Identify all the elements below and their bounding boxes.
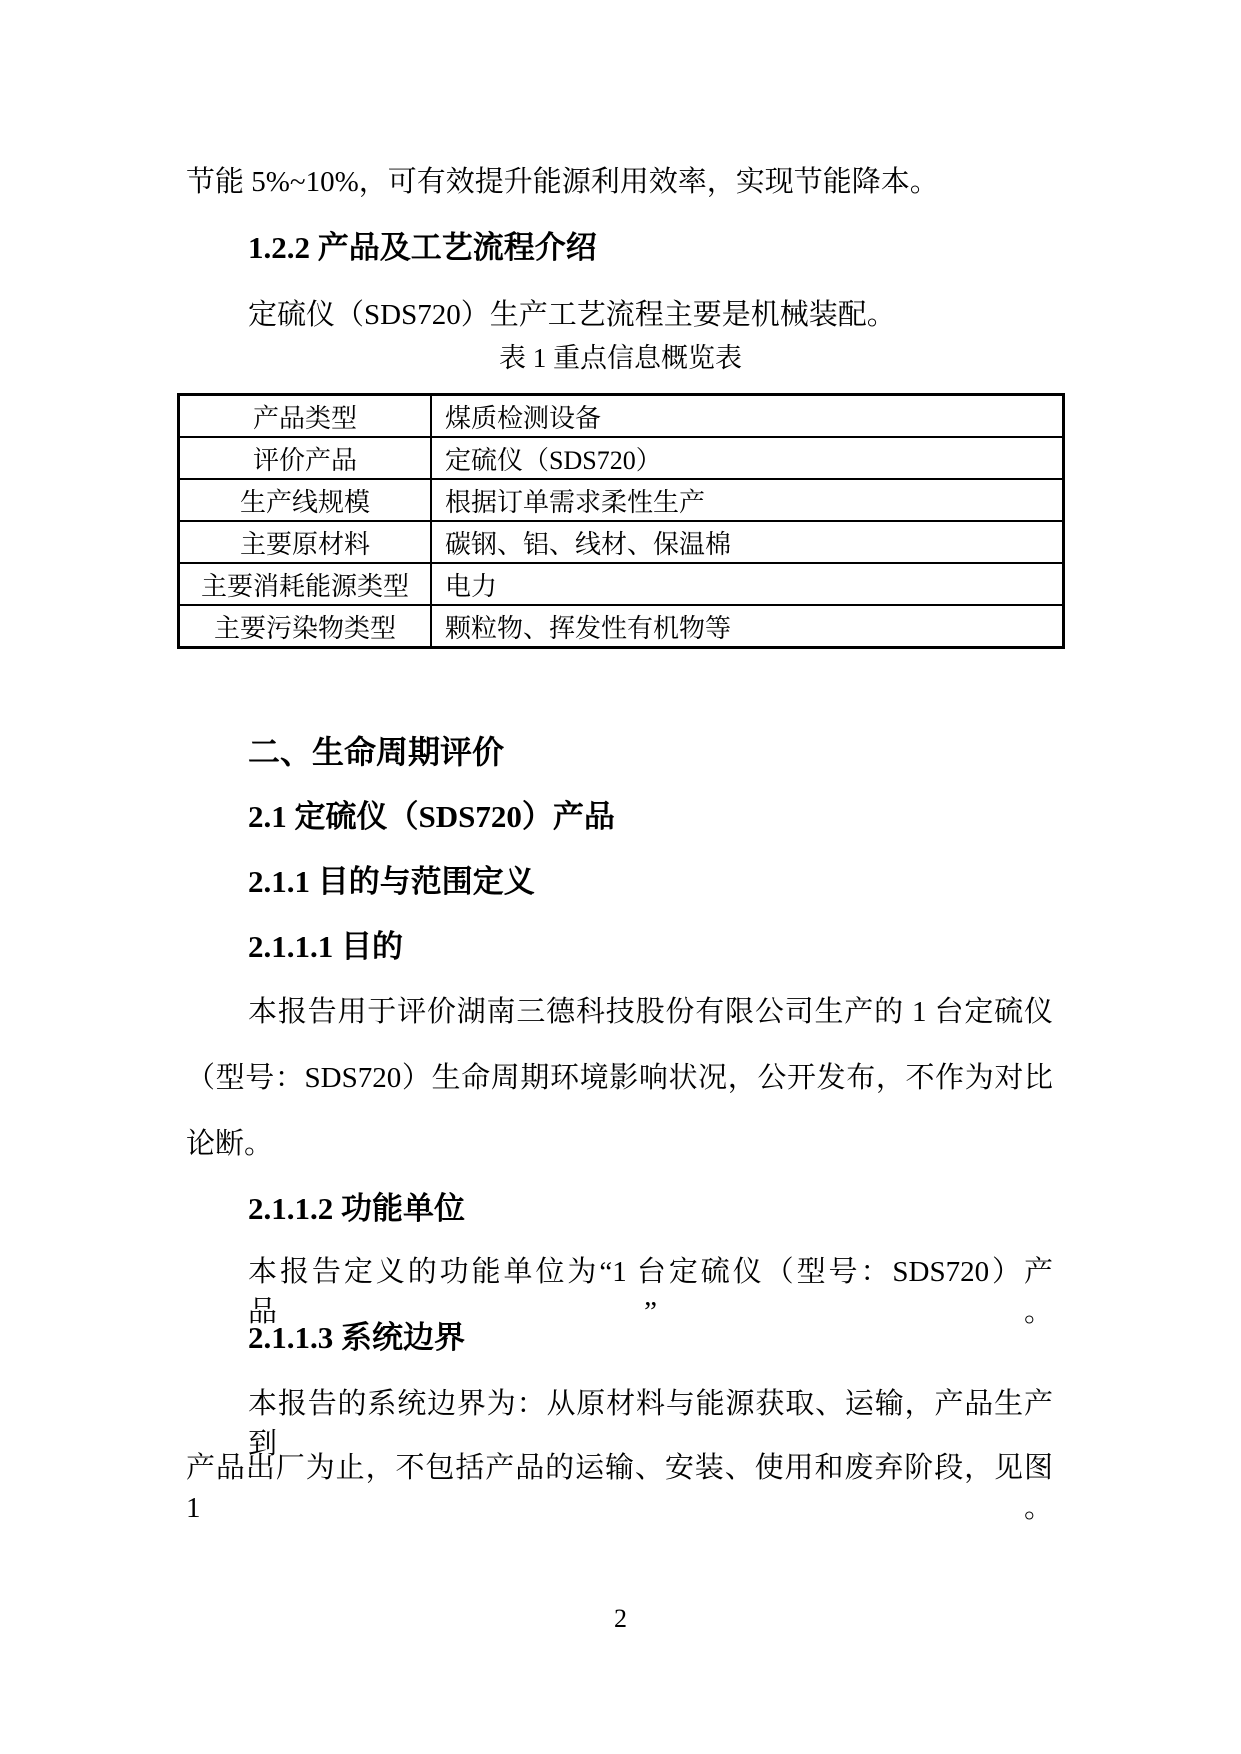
paragraph-purpose-line-2: （型号：SDS720）生命周期环境影响状况，公开发布，不作为对比 — [186, 1062, 1053, 1094]
row-label: 生产线规模 — [179, 479, 432, 521]
row-label: 主要原材料 — [179, 521, 432, 563]
paragraph-process-intro: 定硫仪（SDS720）生产工艺流程主要是机械装配。 — [248, 299, 896, 331]
table-row — [179, 605, 1064, 648]
paragraph-functional-unit: 本报告定义的功能单位为“1 台定硫仪（型号：SDS720）产品”。 — [248, 1256, 1053, 1328]
table-row — [179, 437, 1064, 479]
table-row — [179, 521, 1064, 563]
heading-chapter-2: 二、生命周期评价 — [248, 734, 505, 770]
row-value: 颗粒物、挥发性有机物等 — [431, 605, 1064, 648]
table-row — [179, 479, 1064, 521]
heading-2-1: 2.1 定硫仪（SDS720）产品 — [248, 799, 615, 834]
row-label: 评价产品 — [179, 437, 432, 479]
paragraph-system-boundary-line-1: 本报告的系统边界为：从原材料与能源获取、运输，产品生产到 — [248, 1388, 1053, 1460]
heading-2-1-1-3: 2.1.1.3 系统边界 — [248, 1320, 465, 1355]
row-label: 主要消耗能源类型 — [179, 563, 432, 605]
key-info-table — [177, 393, 1065, 649]
heading-2-1-1-1: 2.1.1.1 目的 — [248, 929, 403, 964]
row-label: 主要污染物类型 — [179, 605, 432, 648]
row-value: 电力 — [431, 563, 1064, 605]
heading-2-1-1-2: 2.1.1.2 功能单位 — [248, 1191, 465, 1226]
table-caption: 表 1 重点信息概览表 — [499, 343, 742, 373]
row-label: 产品类型 — [179, 395, 432, 438]
paragraph-purpose-line-1: 本报告用于评价湖南三德科技股份有限公司生产的 1 台定硫仪 — [248, 996, 1053, 1028]
row-value: 定硫仪（SDS720） — [431, 437, 1064, 479]
table-row — [179, 395, 1064, 438]
paragraph-purpose-line-3: 论断。 — [186, 1128, 274, 1160]
paragraph-intro-tail: 节能 5%~10%，可有效提升能源利用效率，实现节能降本。 — [186, 166, 939, 198]
heading-2-1-1: 2.1.1 目的与范围定义 — [248, 864, 535, 899]
table-row — [179, 563, 1064, 605]
page-number: 2 — [614, 1604, 627, 1633]
heading-1-2-2: 1.2.2 产品及工艺流程介绍 — [248, 230, 597, 265]
row-value: 煤质检测设备 — [431, 395, 1064, 438]
paragraph-system-boundary-line-2: 产品出厂为止，不包括产品的运输、安装、使用和废弃阶段，见图 1。 — [186, 1452, 1053, 1524]
row-value: 根据订单需求柔性生产 — [431, 479, 1064, 521]
row-value: 碳钢、铝、线材、保温棉 — [431, 521, 1064, 563]
